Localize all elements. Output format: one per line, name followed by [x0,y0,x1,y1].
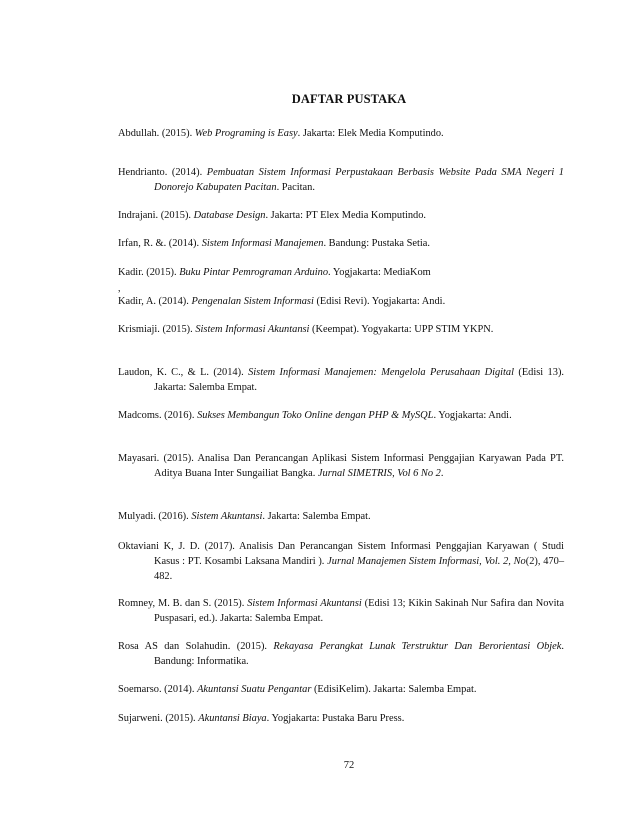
reference-item: Laudon, K. C., & L. (2014). Sistem Informasi Manajemen: Mengelola Perusahaan Digital (Edisi 13). Jakarta: Salemba Empat. [118,367,565,393]
reference-item: Indrajani. (2015). Database Design. Jakarta: PT Elex Media Komputindo. [118,210,427,221]
reference-item: Oktaviani K, J. D. (2017). Analisis Dan Perancangan Sistem Informasi Penggajian Karyawan ( Studi Kasus : PT. Kosambi Laksana Mandiri ). Jurnal Manajemen Sistem Informasi, Vol. 2, No(2), 470–482. [118,541,565,582]
stray-comma: , [118,283,121,294]
reference-item: Krismiaji. (2015). Sistem Informasi Akuntansi (Keempat). Yogyakarta: UPP STIM YKPN. [118,324,494,335]
reference-item: Kadir, A. (2014). Pengenalan Sistem Informasi (Edisi Revi). Yogjakarta: Andi. [118,296,446,307]
reference-item: Rosa AS dan Solahudin. (2015). Rekayasa Perangkat Lunak Terstruktur Dan Berorientasi Objek. Bandung: Informatika. [118,641,564,667]
reference-item: Mulyadi. (2016). Sistem Akuntansi. Jakarta: Salemba Empat. [118,511,371,522]
page-title: DAFTAR PUSTAKA [291,92,407,106]
reference-item: Soemarso. (2014). Akuntansi Suatu Pengantar (EdisiKelim). Jakarta: Salemba Empat. [118,684,477,695]
reference-item: Hendrianto. (2014). Pembuatan Sistem Informasi Perpustakaan Berbasis Website Pada SMA Negeri 1 Donorejo Kabupaten Pacitan. Pacitan. [118,167,564,193]
reference-item: Irfan, R. &. (2014). Sistem Informasi Manajemen. Bandung: Pustaka Setia. [118,238,430,249]
reference-item: Romney, M. B. dan S. (2015). Sistem Informasi Akuntansi (Edisi 13; Kikin Sakinah Nur Safira dan Novita Puspasari, ed.). Jakarta: Salemba Empat. [118,598,564,624]
reference-item: Madcoms. (2016). Sukses Membangun Toko Online dengan PHP & MySQL. Yogjakarta: Andi. [118,410,512,421]
reference-item: Mayasari. (2015). Analisa Dan Perancangan Aplikasi Sistem Informasi Penggajian Karyawan Pada PT. Aditya Buana Inter Sungailiat Bangka. Jurnal SIMETRIS, Vol 6 No 2. [118,453,564,479]
reference-item: Sujarweni. (2015). Akuntansi Biaya. Yogjakarta: Pustaka Baru Press. [118,713,405,724]
reference-item: Kadir. (2015). Buku Pintar Pemrograman Arduino. Yogjakarta: MediaKom [118,267,431,278]
reference-item: Abdullah. (2015). Web Programing is Easy. Jakarta: Elek Media Komputindo. [118,128,444,139]
page-number: 72 [343,760,355,771]
